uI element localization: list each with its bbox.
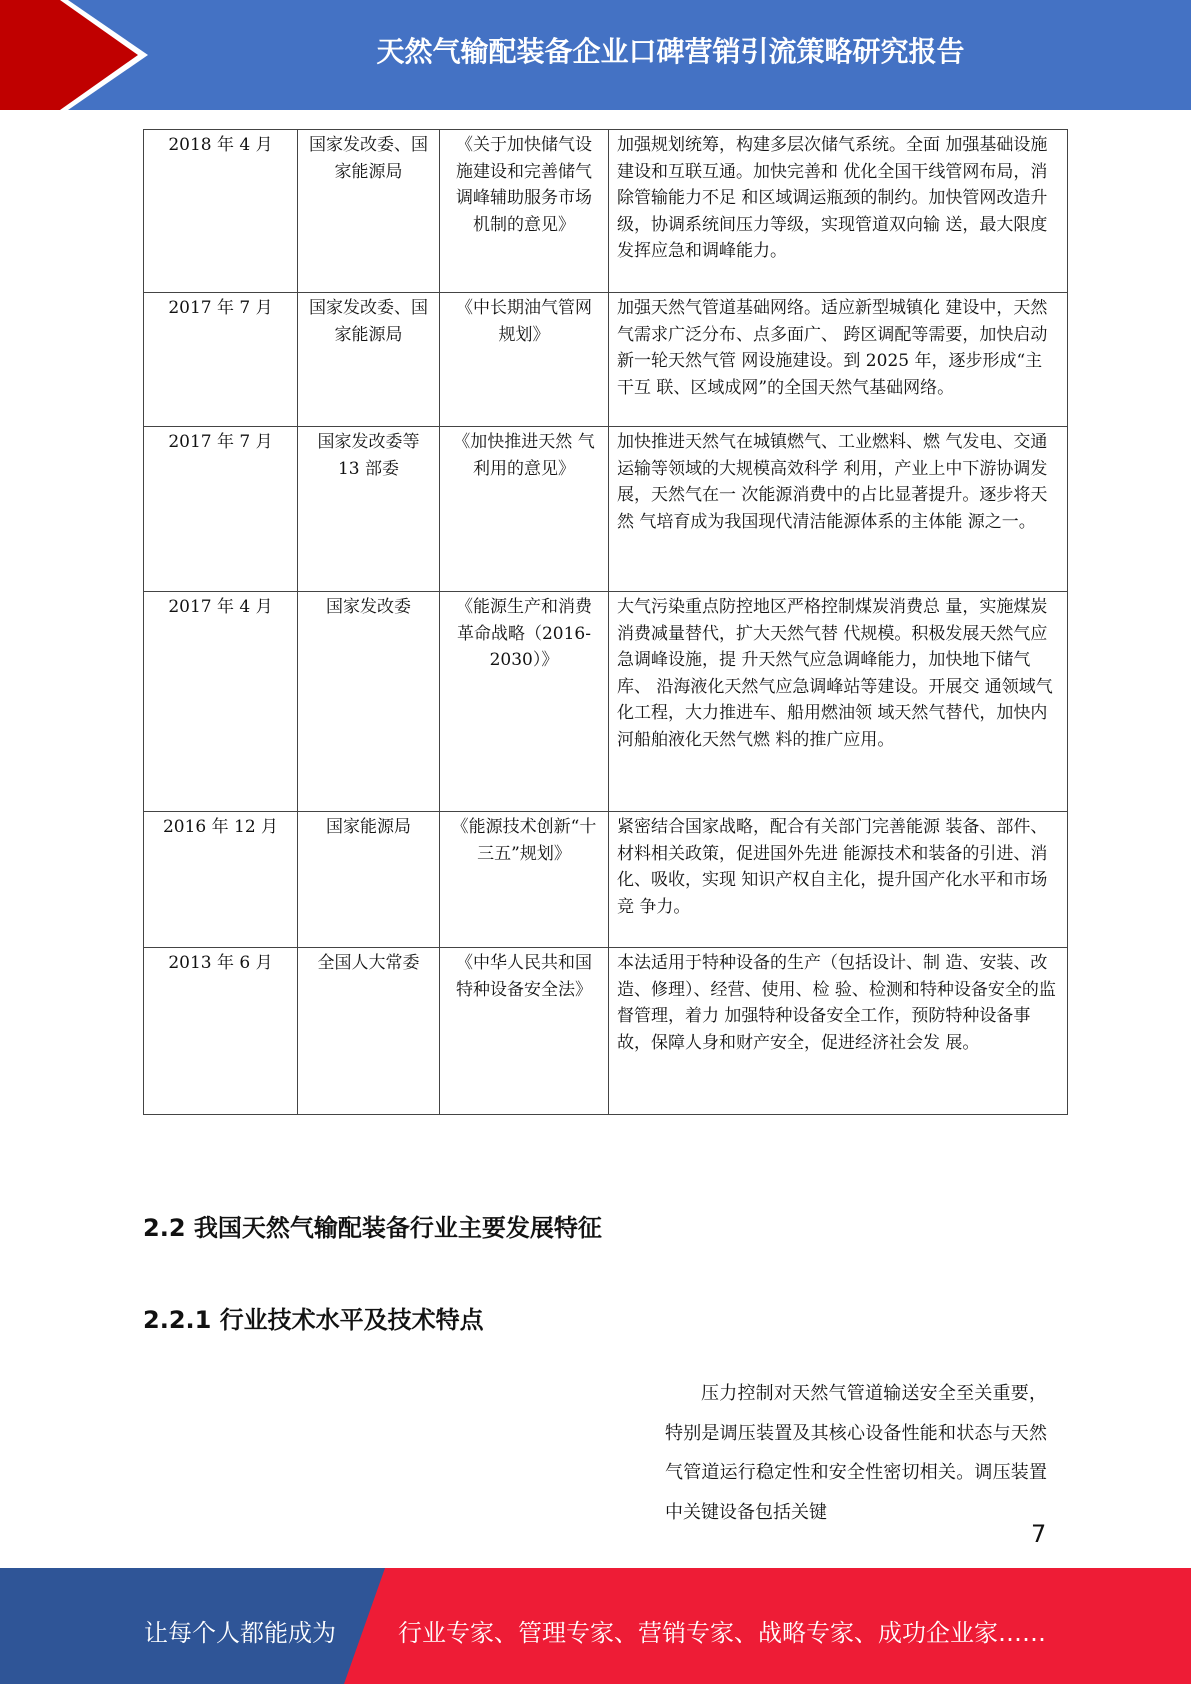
table-row	[144, 427, 1068, 592]
table-row	[144, 130, 1068, 293]
policy-cell: 《加快推进天然 气利用的意见》	[440, 427, 609, 592]
policy-cell: 《中华人民共和国特种设备安全法》	[440, 948, 609, 1115]
section-heading: 2.2 我国天然气输配装备行业主要发展特征	[143, 1214, 602, 1242]
table-row	[144, 293, 1068, 427]
date-cell: 2017 年 7 月	[144, 293, 298, 427]
report-title: 天然气输配装备企业口碑营销引流策略研究报告	[376, 35, 965, 68]
page-number: 7	[1031, 1520, 1047, 1548]
issuer-cell: 国家发改委、国家能源局	[298, 293, 440, 427]
content-cell: 本法适用于特种设备的生产（包括设计、制 造、安装、改造、修理）、经营、使用、检 验、检测和特种设备安全的监督管理，着力 加强特种设备安全工作，预防特种设备事 故，保障人身和财产安全，促进经济社会发 展。	[609, 948, 1068, 1115]
page-header	[0, 0, 1191, 110]
issuer-cell: 全国人大常委	[298, 948, 440, 1115]
policy-cell: 《中长期油气管网规划》	[440, 293, 609, 427]
footer-slogan-right: 行业专家、管理专家、营销专家、战略专家、成功企业家……	[398, 1619, 1046, 1647]
content-cell: 加强规划统筹，构建多层次储气系统。全面 加强基础设施建设和互联互通。加快完善和 优化全国干线管网布局，消除管输能力不足 和区域调运瓶颈的制约。加快管网改造升 级，协调系统间压力等级，实现管道双向输 送，最大限度发挥应急和调峰能力。	[609, 130, 1068, 293]
issuer-cell: 国家发改委、国家能源局	[298, 130, 440, 293]
subsection-heading: 2.2.1 行业技术水平及技术特点	[143, 1306, 484, 1334]
issuer-cell: 国家能源局	[298, 812, 440, 948]
content-cell: 大气污染重点防控地区严格控制煤炭消费总 量，实施煤炭消费减量替代，扩大天然气替 代规模。积极发展天然气应急调峰设施，提 升天然气应急调峰能力，加快地下储气库、 沿海液化天然气应急调峰站等建设。开展交 通领域气化工程，大力推进车、船用燃油领 域天然气替代，加快内河船舶液化天然气燃 料的推广应用。	[609, 592, 1068, 812]
date-cell: 2016 年 12 月	[144, 812, 298, 948]
policy-cell: 《能源技术创新“十三五”规划》	[440, 812, 609, 948]
date-cell: 2017 年 4 月	[144, 592, 298, 812]
content-cell: 加快推进天然气在城镇燃气、工业燃料、燃 气发电、交通运输等领域的大规模高效科学 利用，产业上中下游协调发展，天然气在一 次能源消费中的占比显著提升。逐步将天然 气培育成为我国现代清洁能源体系的主体能 源之一。	[609, 427, 1068, 592]
footer-slogan-left: 让每个人都能成为	[144, 1619, 336, 1647]
table-row	[144, 948, 1068, 1115]
table-row	[144, 812, 1068, 948]
date-cell: 2013 年 6 月	[144, 948, 298, 1115]
table-row	[144, 592, 1068, 812]
date-cell: 2017 年 7 月	[144, 427, 298, 592]
content-cell: 紧密结合国家战略，配合有关部门完善能源 装备、部件、材料相关政策，促进国外先进 能源技术和装备的引进、消化、吸收，实现 知识产权自主化，提升国产化水平和市场竞 争力。	[609, 812, 1068, 948]
date-cell: 2018 年 4 月	[144, 130, 298, 293]
policy-cell: 《关于加快储气设施建设和完善储气调峰辅助服务市场机制的意见》	[440, 130, 609, 293]
policy-cell: 《能源生产和消费革命战略（2016-2030）》	[440, 592, 609, 812]
content-cell: 加强天然气管道基础网络。适应新型城镇化 建设中，天然气需求广泛分布、点多面广、 跨区调配等需要，加快启动新一轮天然气管 网设施建设。到 2025 年，逐步形成“主干互 联、区域成网”的全国天然气基础网络。	[609, 293, 1068, 427]
issuer-cell: 国家发改委	[298, 592, 440, 812]
chevron-decoration	[0, 0, 160, 110]
issuer-cell: 国家发改委等 13 部委	[298, 427, 440, 592]
body-paragraph: 压力控制对天然气管道输送安全至关重要，特别是调压装置及其核心设备性能和状态与天然气管道运行稳定性和安全性密切相关。调压装置中关键设备包括关键	[665, 1383, 1047, 1523]
policy-table	[143, 129, 1068, 1115]
page-footer	[0, 1568, 1191, 1684]
